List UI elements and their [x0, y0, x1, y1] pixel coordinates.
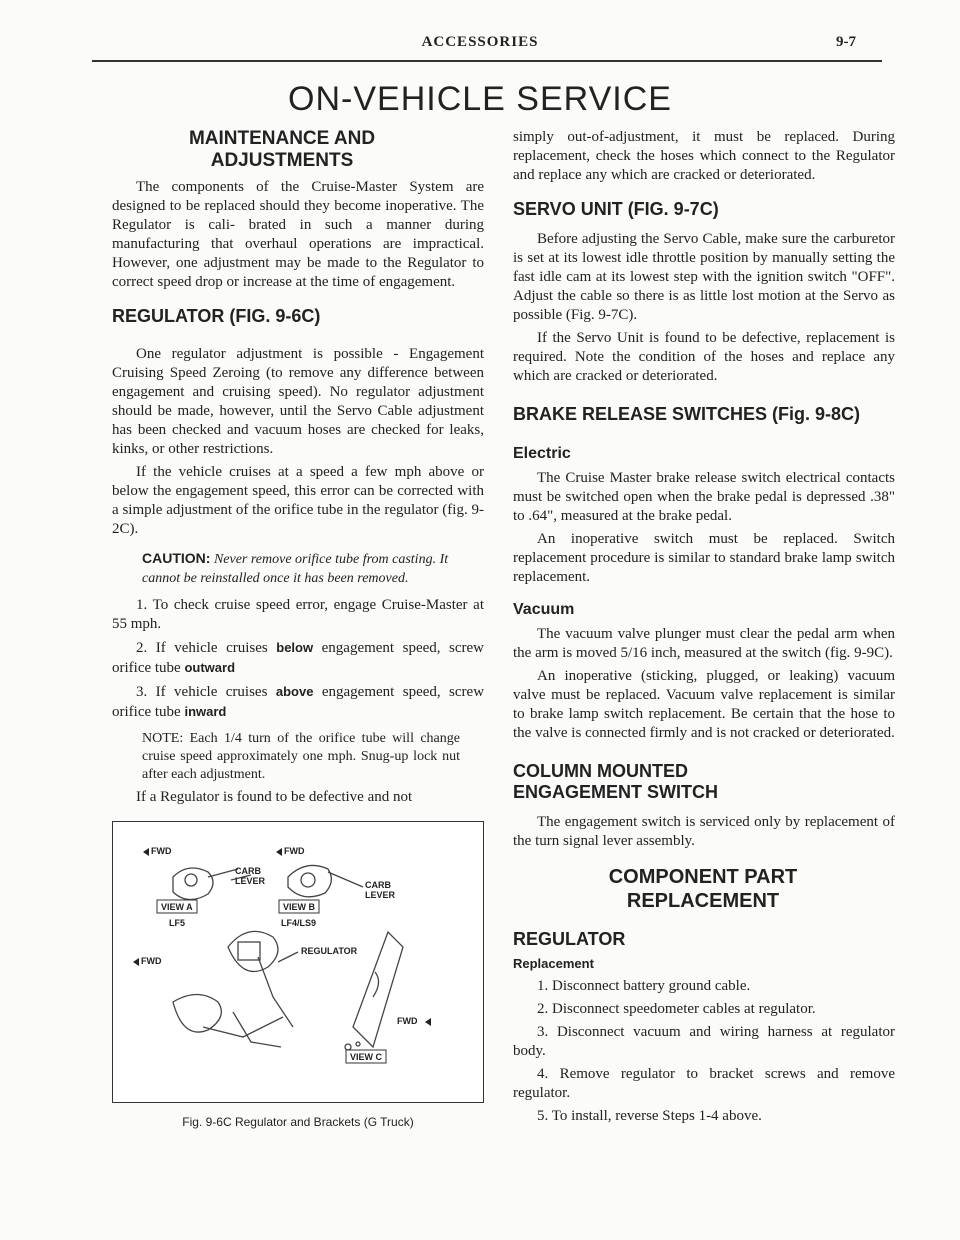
step-2-pre: 2. If vehicle cruises	[136, 640, 268, 656]
left-column	[112, 128, 484, 1129]
figure-drawing	[113, 822, 483, 1102]
page-number: 9-7	[836, 34, 856, 50]
step-3	[112, 682, 484, 722]
replacement-step-1: 1. Disconnect battery ground cable.	[537, 978, 751, 994]
component-regulator-heading: REGULATOR	[513, 929, 626, 949]
vacuum-heading: Vacuum	[513, 601, 575, 618]
carb-lever-label-a: CARB LEVER	[235, 866, 266, 886]
fwd-label-2: FWD	[284, 846, 305, 856]
step-2-keyword: below	[276, 640, 314, 655]
header-rule	[92, 60, 882, 62]
step-3-keyword: above	[275, 684, 314, 699]
caution-label: CAUTION:	[142, 550, 211, 566]
step-1: 1. To check cruise speed error, engage Cruise-Master at 55 mph.	[112, 597, 484, 632]
servo-paragraph-2: If the Servo Unit is found to be defective, replacement is required. Note the condition of the hoses and replace any which are cracked or deteriorated.	[513, 330, 895, 384]
column-switch-heading: COLUMN MOUNTED ENGAGEMENT SWITCH	[513, 761, 718, 802]
step-2-keyword-2: outward	[184, 660, 236, 675]
regulator-paragraph-3: If a Regulator is found to be defective and not	[136, 789, 413, 805]
electric-paragraph-2: An inoperative switch must be replaced. Switch replacement procedure is similar to standard brake lamp switch replacement.	[513, 531, 895, 585]
regulator-bracket-figure	[112, 821, 484, 1103]
view-a-label: VIEW A	[161, 902, 193, 912]
lf4-label: LF4/LS9	[281, 918, 317, 928]
replacement-heading: Replacement	[513, 956, 594, 971]
electric-paragraph-1: The Cruise Master brake release switch electrical contacts must be switched open when the brake pedal is depressed .38" to .64", measured at the brake pedal.	[513, 470, 895, 524]
replacement-step-2: 2. Disconnect speedometer cables at regulator.	[537, 1001, 816, 1017]
replacement-step-4: 4. Remove regulator to bracket screws and remove regulator.	[513, 1066, 895, 1101]
view-c-label: VIEW C	[350, 1052, 383, 1062]
caution-block	[142, 549, 454, 588]
step-2	[112, 638, 484, 678]
brake-heading: BRAKE RELEASE SWITCHES (Fig. 9-8C)	[513, 404, 861, 424]
step-2-post: engagement speed, screw orifice tube	[112, 640, 485, 676]
regulator-label: REGULATOR	[301, 946, 358, 956]
regulator-paragraph-2: If the vehicle cruises at a speed a few mph above or below the engagement speed, this error can be corrected with a simple adjustment of the orifice tube in the regulator (fig. 9-2C).	[112, 464, 484, 537]
regulator-paragraph-1: One regulator adjustment is possible - Engagement Cruising Speed Zeroing (to remove any difference between engagement and cruising speed). No regulator adjustment should be made, however, until the Servo Cable adjustment has been checked and vacuum hoses are checked for leaks, kinks, or other restrictions.	[112, 346, 484, 457]
column-switch-paragraph: The engagement switch is serviced only by replacement of the turn signal lever assembly.	[513, 814, 895, 849]
servo-heading: SERVO UNIT (FIG. 9-7C)	[513, 199, 719, 219]
maintenance-heading: MAINTENANCE AND ADJUSTMENTS	[188, 128, 376, 171]
step-3-keyword-2: inward	[184, 704, 227, 719]
caution-text: Never remove orifice tube from casting. It cannot be reinstalled once it has been removed.	[142, 552, 449, 586]
step-3-post: engagement speed, screw orifice tube	[112, 684, 485, 720]
regulator-heading: REGULATOR (FIG. 9-6C)	[112, 306, 321, 326]
fwd-label-1: FWD	[151, 846, 172, 856]
replacement-step-5: 5. To install, reverse Steps 1-4 above.	[537, 1108, 762, 1124]
continued-paragraph: simply out-of-adjustment, it must be replaced. During replacement, check the hoses which connect to the Regulator and replace any which are cracked or deteriorated.	[513, 129, 895, 183]
header-title: ACCESSORIES	[421, 34, 539, 50]
carb-lever-label-b: CARB LEVER	[365, 880, 396, 900]
note-block: NOTE: Each 1/4 turn of the orifice tube will change cruise speed approximately one mph. Snug-up lock nut after each adjustment.	[142, 731, 460, 782]
step-3-pre: 3. If vehicle cruises	[136, 684, 268, 700]
right-column	[513, 128, 895, 1130]
servo-paragraph-1: Before adjusting the Servo Cable, make sure the carburetor is set at its lowest idle throttle position by manually setting the fast idle cam at its lowest step with the ignition switch "OFF". Adjust the cable so there is as little lost motion at the Servo as possible (Fig. 9-7C).	[513, 231, 895, 323]
lf5-label: LF5	[169, 918, 186, 928]
view-b-label: VIEW B	[283, 902, 316, 912]
replacement-step-3: 3. Disconnect vacuum and wiring harness at regulator body.	[513, 1024, 895, 1059]
main-title: ON-VEHICLE SERVICE	[288, 80, 672, 118]
figure-caption: Fig. 9-6C Regulator and Brackets (G Truck)	[182, 1115, 414, 1129]
component-heading: COMPONENT PART REPLACEMENT	[608, 866, 798, 912]
fwd-label-3: FWD	[141, 956, 162, 966]
vacuum-paragraph-1: The vacuum valve plunger must clear the pedal arm when the arm is moved 5/16 inch, measured at the switch (fig. 9-9C).	[513, 626, 895, 661]
maintenance-paragraph: The components of the Cruise-Master System are designed to be replaced should they become inoperative. The Regulator is cali- brated in such a manner during manufacturing that overhaul operations are impractical. However, one adjustment may be made to the Regulator to correct speed drop or increase at the time of engagement.	[112, 179, 484, 290]
electric-heading: Electric	[513, 445, 571, 462]
fwd-label-4: FWD	[397, 1016, 418, 1026]
vacuum-paragraph-2: An inoperative (sticking, plugged, or leaking) vacuum valve must be replaced. Vacuum valve replacement is similar to brake lamp switch replacement. Be certain that the hose to the valve is connected firmly and is not cracked or deteriorated.	[513, 668, 895, 741]
